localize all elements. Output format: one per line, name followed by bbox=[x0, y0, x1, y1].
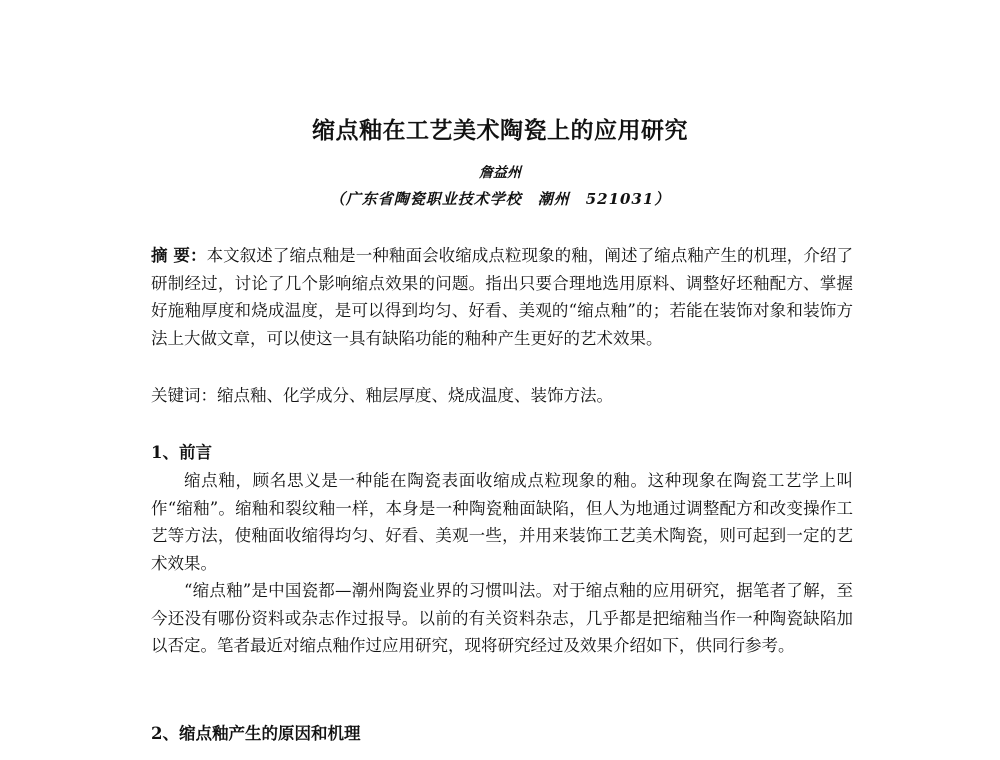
keywords bbox=[151, 382, 853, 410]
author-name: 詹益州 bbox=[479, 165, 521, 181]
keywords-label: 关键词： bbox=[151, 386, 217, 405]
abstract bbox=[151, 242, 853, 352]
author-affiliation: （广东省陶瓷职业技术学校 潮州 521031） bbox=[329, 190, 671, 208]
section-heading-mechanism: 2、缩点釉产生的原因和机理 bbox=[151, 724, 361, 743]
abstract-text: 本文叙述了缩点釉是一种釉面会收缩成点粒现象的釉，阐述了缩点釉产生的机理，介绍了研制经过，讨论了几个影响缩点效果的问题。指出只要合理地选用原料、调整好坯釉配方、掌握好施釉厚度和烧成温度，是可以得到均匀、好看、美观的“缩点釉”的；若能在装饰对象和装饰方法上大做文章，可以使这一具有缺陷功能的釉种产生更好的艺术效果。 bbox=[151, 246, 854, 348]
section-heading-introduction: 1、前言 bbox=[151, 443, 212, 462]
abstract-label: 摘 要： bbox=[151, 246, 207, 265]
keywords-text: 缩点釉、化学成分、釉层厚度、烧成温度、装饰方法。 bbox=[217, 386, 613, 405]
page-title: 缩点釉在工艺美术陶瓷上的应用研究 bbox=[312, 117, 688, 144]
body-paragraph-2: “缩点釉”是中国瓷都—潮州陶瓷业界的习惯叫法。对于缩点釉的应用研究，据笔者了解，至今还没有哪份资料或杂志作过报导。以前的有关资料杂志，几乎都是把缩釉当作一种陶瓷缺陷加以否定。笔者最近对缩点釉作过应用研究，现将研究经过及效果介绍如下，供同行参考。 bbox=[151, 581, 853, 656]
body-paragraph-1: 缩点釉，顾名思义是一种能在陶瓷表面收缩成点粒现象的釉。这种现象在陶瓷工艺学上叫作“缩釉”。缩釉和裂纹釉一样，本身是一种陶瓷釉面缺陷，但人为地通过调整配方和改变操作工艺等方法，使釉面收缩得均匀、好看、美观一些，并用来装饰工艺美术陶瓷，则可起到一定的艺术效果。 bbox=[151, 471, 853, 573]
